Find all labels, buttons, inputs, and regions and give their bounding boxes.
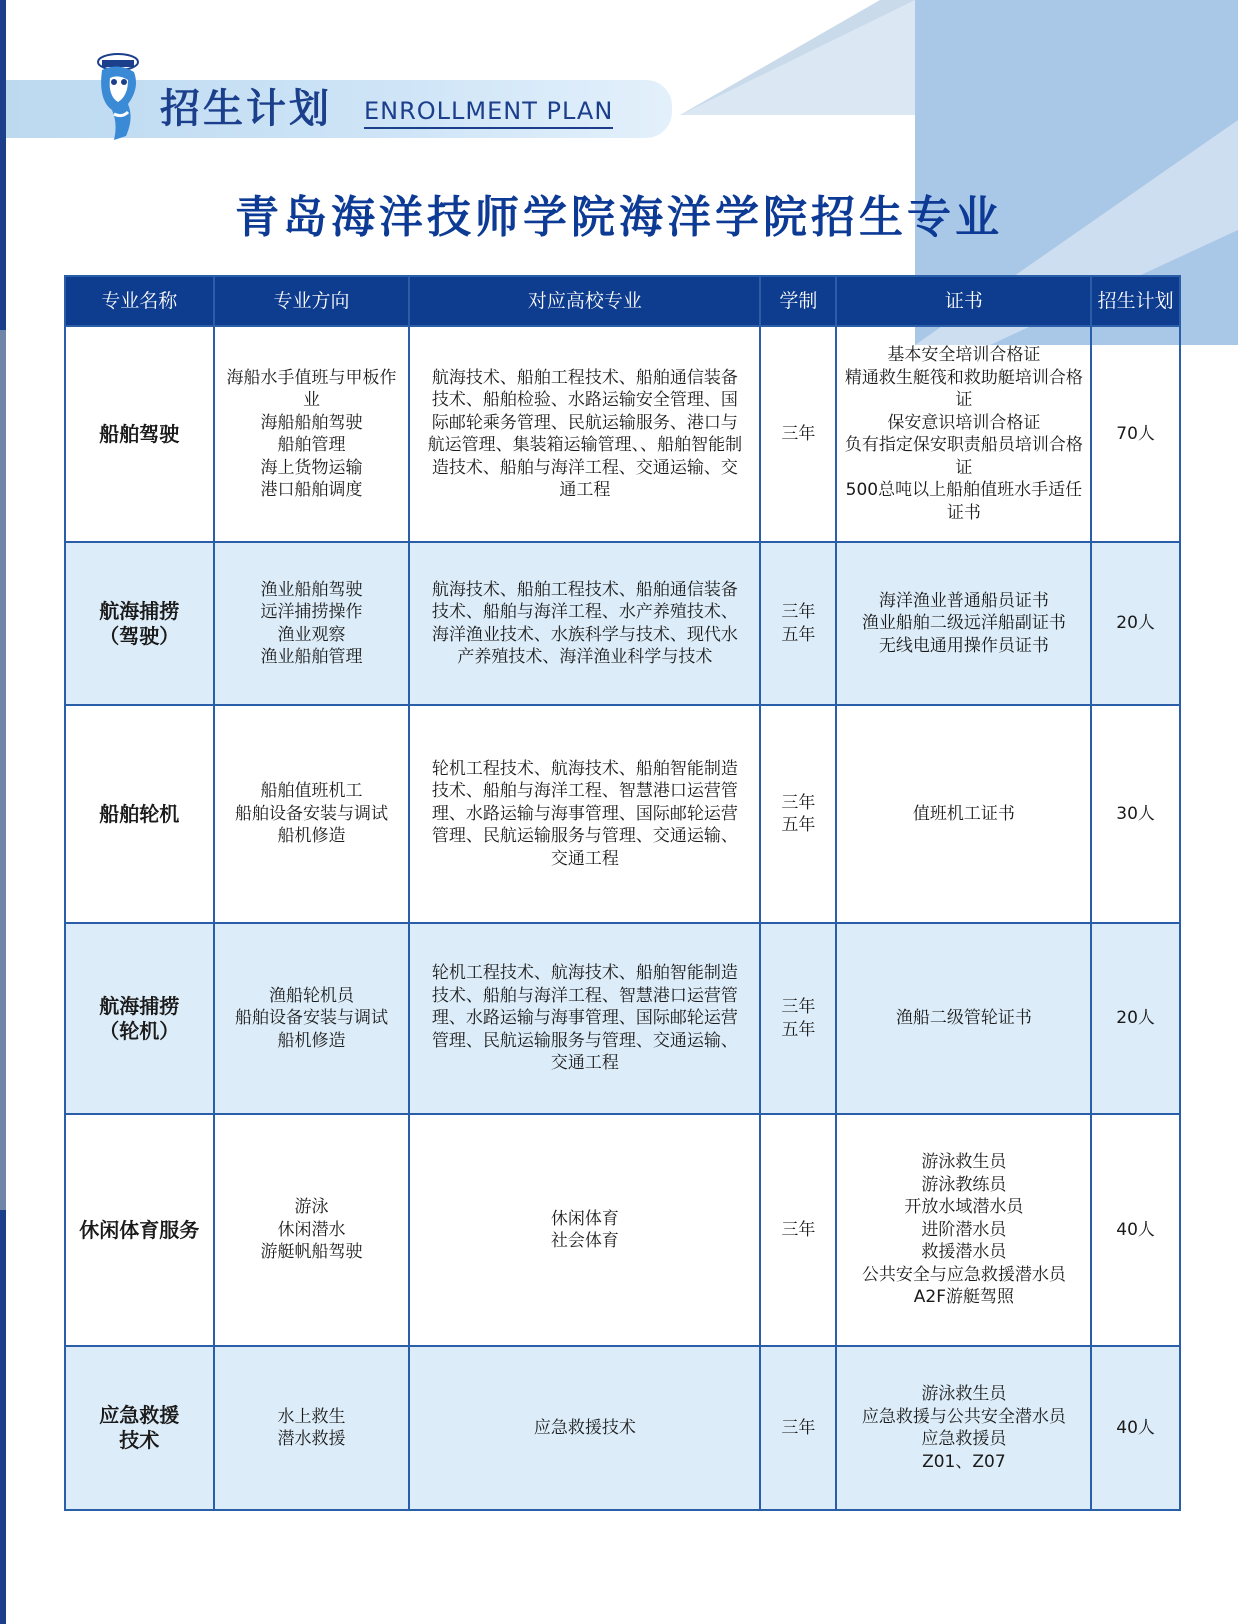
college-majors-cell: 航海技术、船舶工程技术、船舶通信装备技术、船舶检验、水路运输安全管理、国际邮轮乘务管理、民航运输服务、港口与航运管理、集装箱运输管理、、船舶智能制造技术、船舶与海洋工程、交通运输、交通工程	[409, 326, 760, 542]
college-majors-cell: 应急救援技术	[409, 1346, 760, 1510]
certificates-cell: 游泳救生员 游泳教练员 开放水域潜水员 进阶潜水员 救援潜水员 公共安全与应急救援潜水员 A2F游艇驾照	[836, 1114, 1091, 1346]
left-edge-photo-strip	[0, 330, 6, 1210]
college-majors-cell: 轮机工程技术、航海技术、船舶智能制造技术、船舶与海洋工程、智慧港口运营管理、水路运输与海事管理、国际邮轮运营管理、民航运输服务与管理、交通运输、交通工程	[409, 923, 760, 1114]
major-name: 休闲体育服务	[65, 1114, 214, 1346]
college-majors-cell: 休闲体育 社会体育	[409, 1114, 760, 1346]
duration-cell: 三年	[760, 326, 836, 542]
direction-cell: 海船水手值班与甲板作业 海船船舶驾驶 船舶管理 海上货物运输 港口船舶调度	[214, 326, 410, 542]
direction-cell: 船舶值班机工 船舶设备安装与调试 船机修造	[214, 705, 410, 923]
table-header-row	[65, 276, 1180, 326]
table-row	[65, 326, 1180, 542]
college-majors-cell: 航海技术、船舶工程技术、船舶通信装备技术、船舶与海洋工程、水产养殖技术、海洋渔业技术、水族科学与技术、现代水产养殖技术、海洋渔业科学与技术	[409, 542, 760, 705]
major-name: 应急救援 技术	[65, 1346, 214, 1510]
plan-cell: 40人	[1091, 1346, 1180, 1510]
direction-cell: 水上救生 潜水救援	[214, 1346, 410, 1510]
plan-cell: 30人	[1091, 705, 1180, 923]
table-row	[65, 1346, 1180, 1510]
plan-cell: 70人	[1091, 326, 1180, 542]
header-college-majors: 对应高校专业	[409, 276, 760, 326]
section-title-cn: 招生计划	[160, 86, 332, 132]
major-name: 航海捕捞 （轮机）	[65, 923, 214, 1114]
plan-cell: 40人	[1091, 1114, 1180, 1346]
plan-cell: 20人	[1091, 542, 1180, 705]
certificates-cell: 海洋渔业普通船员证书 渔业船舶二级远洋船副证书 无线电通用操作员证书	[836, 542, 1091, 705]
table-row	[65, 923, 1180, 1114]
header-certificates: 证书	[836, 276, 1091, 326]
college-majors-cell: 轮机工程技术、航海技术、船舶智能制造技术、船舶与海洋工程、智慧港口运营管理、水路运输与海事管理、国际邮轮运营管理、民航运输服务与管理、交通运输、交通工程	[409, 705, 760, 923]
direction-cell: 渔船轮机员 船舶设备安装与调试 船机修造	[214, 923, 410, 1114]
certificates-cell: 基本安全培训合格证 精通救生艇筏和救助艇培训合格证 保安意识培训合格证 负有指定保安职责船员培训合格证 500总吨以上船舶值班水手适任证书	[836, 326, 1091, 542]
enrollment-table	[64, 275, 1181, 1511]
certificates-cell: 渔船二级管轮证书	[836, 923, 1091, 1114]
duration-cell: 三年	[760, 1114, 836, 1346]
section-title-en: ENROLLMENT PLAN	[364, 96, 613, 129]
certificates-cell: 值班机工证书	[836, 705, 1091, 923]
duration-cell: 三年 五年	[760, 542, 836, 705]
certificates-cell: 游泳救生员 应急救援与公共安全潜水员 应急救援员 Z01、Z07	[836, 1346, 1091, 1510]
major-name: 船舶轮机	[65, 705, 214, 923]
plan-cell: 20人	[1091, 923, 1180, 1114]
direction-cell: 游泳 休闲潜水 游艇帆船驾驶	[214, 1114, 410, 1346]
duration-cell: 三年 五年	[760, 705, 836, 923]
major-name: 航海捕捞 （驾驶）	[65, 542, 214, 705]
table-row	[65, 542, 1180, 705]
duration-cell: 三年	[760, 1346, 836, 1510]
major-name: 船舶驾驶	[65, 326, 214, 542]
header-direction: 专业方向	[214, 276, 410, 326]
sailor-dolphin-mascot-icon	[88, 48, 148, 144]
header-plan: 招生计划	[1091, 276, 1180, 326]
table-row	[65, 705, 1180, 923]
duration-cell: 三年 五年	[760, 923, 836, 1114]
header-major-name: 专业名称	[65, 276, 214, 326]
table-row	[65, 1114, 1180, 1346]
page-title: 青岛海洋技师学院海洋学院招生专业	[235, 192, 1003, 243]
header-duration: 学制	[760, 276, 836, 326]
direction-cell: 渔业船舶驾驶 远洋捕捞操作 渔业观察 渔业船舶管理	[214, 542, 410, 705]
